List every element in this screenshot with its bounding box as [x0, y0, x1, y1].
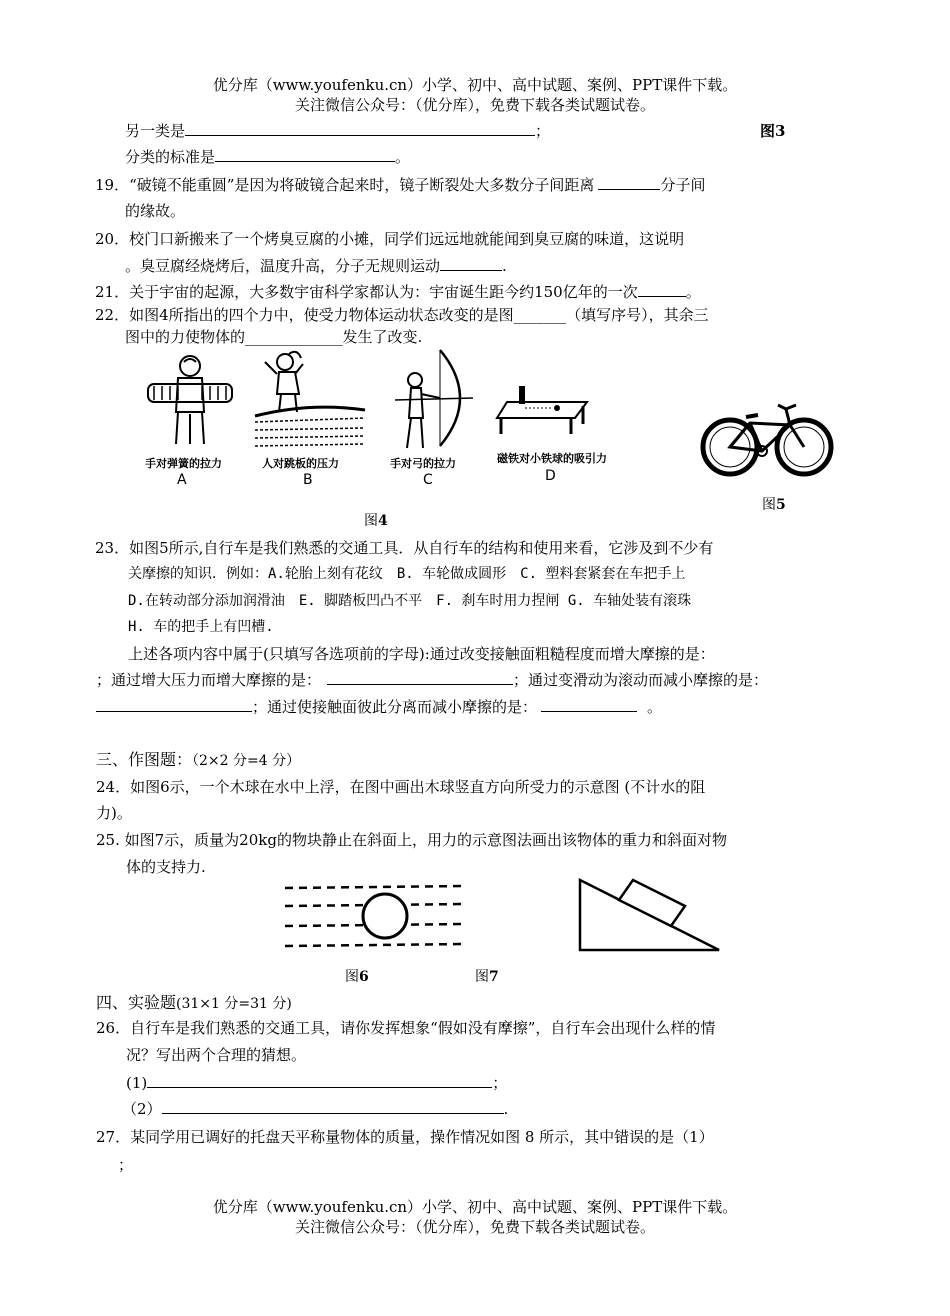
fig7-label: 图7: [475, 969, 499, 985]
q21-blank[interactable]: [638, 282, 686, 297]
q23-blank-pressure[interactable]: [327, 670, 513, 685]
q26-line-2: 况？写出两个合理的猜想。: [126, 1046, 307, 1064]
q23-line-6: ；通过增大压力而增大摩擦的是： ；通过变滑动为滚动而减小摩擦的是：: [96, 671, 769, 689]
q26-blank-2[interactable]: [162, 1099, 504, 1114]
q24-line-1: 24．如图6示，一个木球在水中上浮，在图中画出木球竖直方向所受力的示意图 (不计水的阻: [96, 778, 706, 796]
fig4-d-magnet-table: [495, 378, 595, 438]
q26-item-2: （2） .: [122, 1100, 509, 1118]
fig3-label: 图3: [760, 122, 786, 140]
fig4-caption-a: 手对弹簧的拉力: [145, 457, 222, 470]
fig4-label: 图4: [364, 513, 388, 529]
fig4-letter-c: C: [423, 472, 433, 488]
q21-line-1: 21．关于宇宙的起源，大多数宇宙科学家都认为：宇宙诞生距今约150亿年的一次 。: [95, 283, 701, 301]
q20-line-2: 。臭豆腐经烧烤后，温度升高，分子无规则运动 .: [125, 257, 507, 275]
footer-line-1: 优分库（www.youfenku.cn）小学、初中、高中试题、案例、PPT课件下载。: [212, 1198, 738, 1216]
q20-line-1: 20．校门口新搬来了一个烤臭豆腐的小摊，同学们远远地就能闻到臭豆腐的味道，这说明: [95, 230, 685, 248]
q24-line-2: 力)。: [96, 804, 132, 822]
q23-blank-separate[interactable]: [541, 697, 637, 712]
q26-line-1: 26．自行车是我们熟悉的交通工具，请你发挥想象“假如没有摩擦”，自行车会出现什么样的情: [96, 1019, 716, 1037]
q18-other-line: [125, 120, 550, 141]
fig7-block-on-incline: [575, 878, 725, 954]
fig4-a-spring-figure: [140, 352, 240, 448]
q23-line-1: 23．如图5所示,自行车是我们熟悉的交通工具．从自行车的结构和使用来看，它涉及到不少有: [95, 539, 714, 557]
q20-blank[interactable]: [440, 256, 502, 271]
section3-heading: 三、作图题：（2×2 分=4 分）: [96, 750, 301, 769]
header-line-1: 优分库（www.youfenku.cn）小学、初中、高中试题、案例、PPT课件下载。: [212, 76, 738, 94]
q22-line-2: 图中的力使物体的_____________发生了改变.: [125, 328, 423, 346]
fig5-label: 图5: [762, 497, 786, 513]
q18-semicolon: ；: [535, 122, 551, 140]
q26-blank-1[interactable]: [147, 1073, 492, 1088]
q18-blank-other[interactable]: [185, 121, 535, 136]
fig4-letter-b: B: [303, 472, 313, 488]
q18-blank-criterion[interactable]: [215, 147, 395, 162]
q18-criterion-line: 分类的标准是 。: [125, 148, 411, 166]
q18-other-prefix: 另一类是: [125, 122, 186, 140]
fig4-letter-d: D: [545, 468, 556, 484]
q19-blank[interactable]: [598, 175, 660, 190]
q19-line-2: 的缘故。: [125, 202, 186, 220]
fig6-ball-in-water: [285, 882, 470, 950]
q23-line-2: 关摩擦的知识．例如：A.轮胎上刻有花纹 B. 车轮做成圆形 C. 塑料套紧套在车把手上: [128, 566, 686, 582]
fig4-caption-d: 磁铁对小铁球的吸引力: [497, 452, 607, 465]
fig5-bicycle: [700, 395, 835, 481]
footer-line-2: 关注微信公众号：（优分库），免费下载各类试题试卷。: [294, 1218, 655, 1236]
header-line-2: 关注微信公众号：（优分库），免费下载各类试题试卷。: [294, 96, 655, 114]
fig4-caption-b: 人对跳板的压力: [262, 457, 339, 470]
fig4-caption-c: 手对弓的拉力: [390, 457, 456, 470]
q25-line-2: 体的支持力.: [126, 858, 206, 876]
q23-line-4: H. 车的把手上有凹槽.: [128, 619, 274, 635]
q25-line-1: 25. 如图7示，质量为20kg的物块静止在斜面上，用力的示意图法画出该物体的重力和斜面对物: [96, 831, 727, 849]
q26-item-1: (1) ；: [126, 1074, 508, 1092]
fig4-b-diving-board: [255, 350, 365, 450]
q23-blank-rolling[interactable]: [96, 697, 252, 712]
q23-line-7: ；通过使接触面彼此分离而减小摩擦的是： 。: [96, 696, 662, 717]
fig6-label: 图6: [345, 969, 369, 985]
q18-criterion-prefix: 分类的标准是: [125, 148, 216, 166]
q23-line-5: 上述各项内容中属于(只填写各选项前的字母):通过改变接触面粗糙程度而增大摩擦的是：: [128, 645, 715, 663]
q27-line-1: 27．某同学用已调好的托盘天平称量物体的质量，操作情况如图 8 所示，其中错误的是（1）: [96, 1128, 714, 1146]
q23-line-3: D.在转动部分添加润滑油 E. 脚踏板凹凸不平 F. 刹车时用力捏闸 G. 车轴处装有滚珠: [128, 593, 692, 609]
section4-heading: 四、实验题(31×1 分=31 分): [96, 993, 292, 1012]
q22-line-1: 22．如图4所指出的四个力中，使受力物体运动状态改变的是图_______（填写序号），其余三: [95, 306, 709, 324]
fig4-letter-a: A: [177, 472, 187, 488]
q19-line-1: 19．“破镜不能重圆”是因为将破镜合起来时，镜子断裂处大多数分子间距离 分子间: [95, 176, 706, 194]
fig4-c-bow: [385, 348, 475, 450]
q27-line-2: ；: [118, 1156, 134, 1174]
